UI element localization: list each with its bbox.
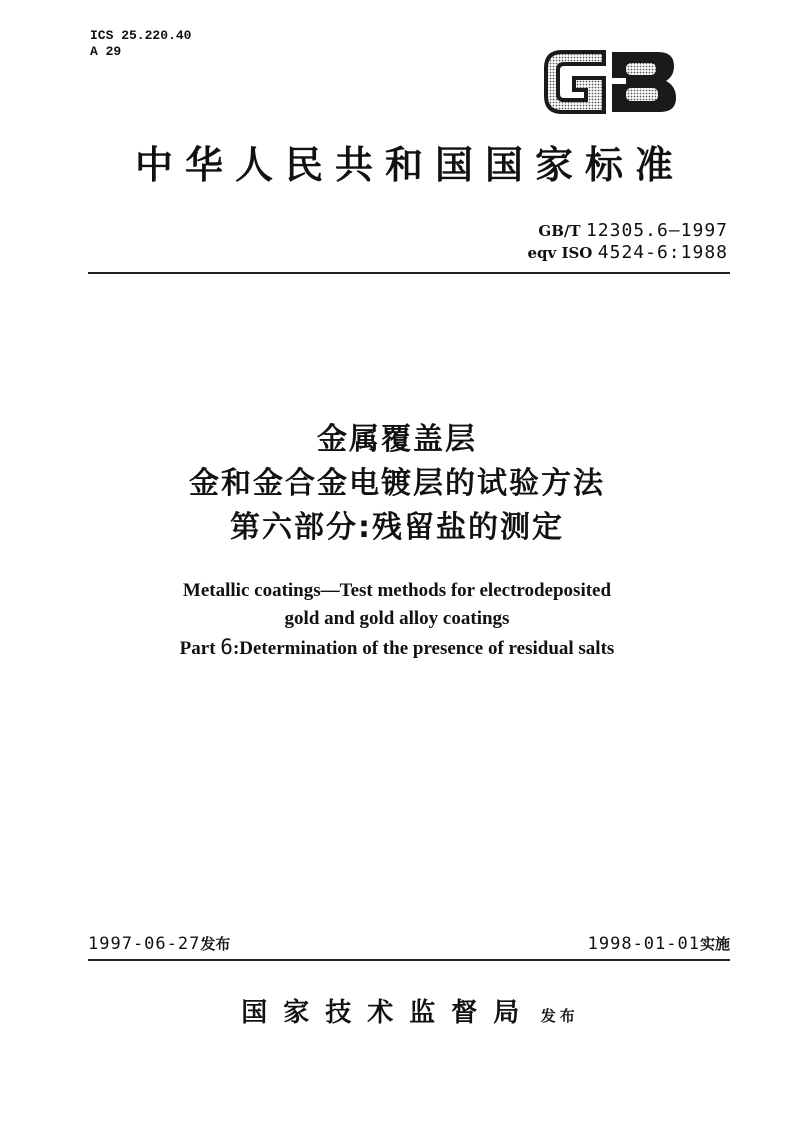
date-row: [88, 933, 730, 957]
issue-date: 1997-06-27: [88, 934, 201, 954]
equivalent-number: 4524-6:1988: [597, 242, 728, 263]
ics-code: ICS 25.220.40: [90, 28, 192, 43]
standard-code-number: 12305.6—1997: [585, 220, 728, 241]
national-standard-title: 中华人民共和国国家标准: [134, 142, 685, 187]
implementation-date-group: [588, 933, 730, 954]
top-divider: [88, 272, 730, 274]
gb-logo: [540, 44, 680, 120]
implementation-date: 1998-01-01: [587, 934, 700, 954]
standard-code-label: GB/T: [538, 222, 581, 240]
bottom-divider: [88, 959, 730, 961]
equivalent-standard-line: [527, 242, 728, 264]
implementation-label: 实施: [699, 935, 730, 953]
english-title-line-3: [60, 633, 734, 663]
equivalent-label: eqv ISO: [527, 244, 593, 262]
english-part-prefix: Part: [179, 638, 216, 659]
standard-codes: [527, 220, 728, 264]
english-title-line-2: gold and gold alloy coatings: [284, 608, 510, 629]
chinese-title: [60, 418, 734, 550]
publisher-action: 发布: [540, 1007, 579, 1025]
english-title-line-1: Metallic coatings—Test methods for electrodeposited: [182, 580, 612, 601]
publisher-name: 国家技术监督局: [241, 998, 536, 1028]
english-title: [60, 577, 734, 663]
standard-code-line: [527, 220, 728, 242]
chinese-title-line-2: 金和金合金电镀层的试验方法: [189, 466, 605, 501]
chinese-title-line-3: 第六部分:残留盐的测定: [230, 510, 564, 545]
issue-label: 发布: [200, 935, 231, 953]
publisher: [200, 992, 620, 1029]
english-part-number: 6: [220, 635, 233, 659]
classification-codes: [90, 28, 191, 60]
issue-date-group: [88, 933, 230, 954]
english-part-title: :Determination of the presence of residual salts: [232, 638, 615, 659]
chinese-title-line-1: 金属覆盖层: [317, 422, 477, 457]
gb-logo-icon: [540, 44, 680, 120]
ccs-code: A 29: [90, 44, 122, 59]
